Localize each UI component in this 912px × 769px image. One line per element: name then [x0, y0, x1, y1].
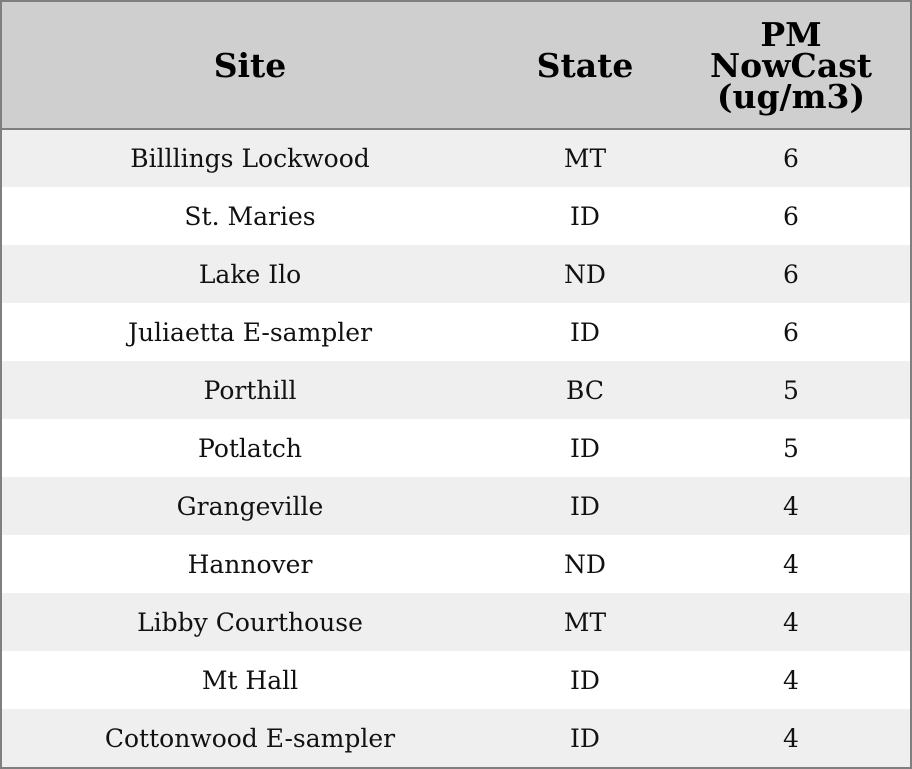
table-row	[2, 245, 910, 303]
header-state: State	[498, 2, 672, 129]
site-cell: Juliaetta E-sampler	[127, 317, 373, 347]
table-row	[2, 593, 910, 651]
table-row	[2, 477, 910, 535]
header-row	[2, 2, 910, 129]
table-row	[2, 651, 910, 709]
table-row	[2, 129, 910, 187]
pm-cell: 4	[783, 491, 799, 521]
table-row	[2, 361, 910, 419]
header-pm-line1: PM	[760, 14, 822, 54]
pm-cell: 6	[783, 317, 799, 347]
pm-cell: 4	[783, 723, 799, 753]
site-cell: Billlings Lockwood	[130, 144, 370, 173]
table-row	[2, 303, 910, 361]
site-cell: Potlatch	[198, 433, 302, 463]
pm-cell: 4	[783, 665, 799, 695]
pm-cell: 6	[783, 259, 799, 289]
pm-cell: 5	[783, 375, 799, 405]
pm-nowcast-table	[2, 2, 910, 767]
pm-cell: 5	[783, 433, 799, 463]
site-cell: St. Maries	[184, 201, 316, 231]
table-row	[2, 535, 910, 593]
state-cell: ID	[570, 201, 600, 231]
site-cell: Cottonwood E-sampler	[104, 723, 396, 753]
state-cell: ID	[570, 723, 600, 753]
site-cell: Porthill	[203, 375, 297, 405]
state-cell: ID	[570, 433, 600, 463]
state-cell: MT	[563, 144, 607, 173]
state-cell: MT	[563, 607, 607, 637]
state-cell: ND	[564, 549, 606, 579]
table-row	[2, 419, 910, 477]
state-cell: BC	[566, 375, 604, 405]
header-site: Site	[2, 2, 498, 129]
table-row	[2, 187, 910, 245]
site-cell: Grangeville	[176, 491, 324, 521]
site-cell: Libby Courthouse	[137, 607, 363, 637]
pm-cell: 4	[783, 549, 799, 579]
pm-cell: 6	[783, 201, 799, 231]
state-cell: ID	[570, 491, 600, 521]
state-cell: ID	[570, 317, 600, 347]
header-pm-nowcast	[672, 2, 910, 129]
state-cell: ID	[570, 665, 600, 695]
table-row	[2, 709, 910, 767]
pm-cell: 4	[783, 607, 799, 637]
header-pm-line3: (ug/m3)	[716, 76, 866, 116]
header-pm-line2: NowCast	[709, 45, 873, 85]
pm-cell: 6	[783, 144, 799, 173]
site-cell: Mt Hall	[201, 665, 299, 695]
site-cell: Lake Ilo	[198, 259, 302, 289]
site-cell: Hannover	[187, 549, 313, 579]
state-cell: ND	[564, 259, 606, 289]
